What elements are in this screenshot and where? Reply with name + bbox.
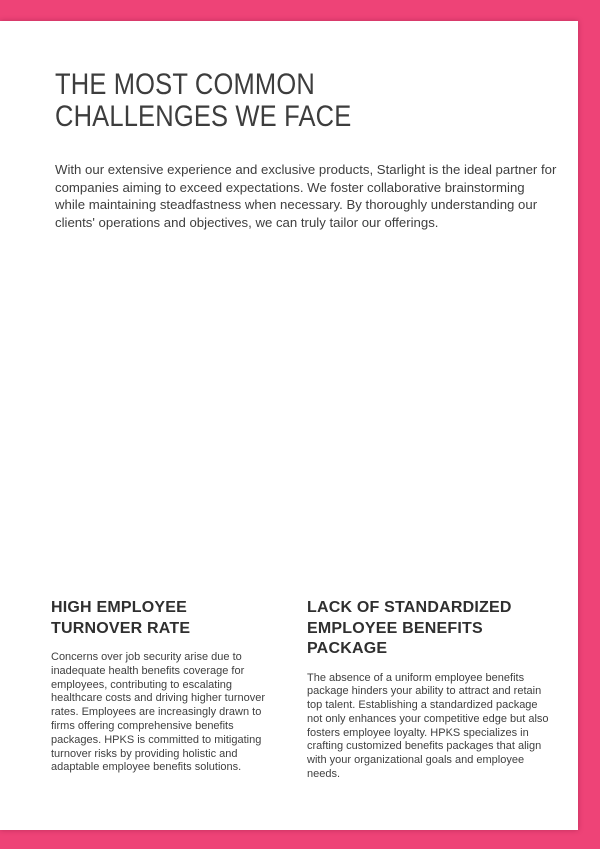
challenge-body-turnover: Concerns over job security arise due to inadequate health benefits coverage for employees, contributing to escalating healthcare costs and driving higher turnover rates. Employees are increasingly drawn to firms offering comprehensive benefits packages. HPKS is committed to mitigating turnover risks by providing holistic and adaptable employee benefits solutions.	[51, 651, 266, 774]
intro-paragraph: With our extensive experience and exclusive products, Starlight is the ideal partner for companies aiming to exceed expectations. We foster collaborative brainstorming while maintaining steadfastness when necessary. By thoroughly understanding our clients' operations and objectives, we can truly tailor our offerings.	[55, 162, 557, 230]
challenge-column-benefits	[307, 598, 549, 782]
challenge-heading-turnover: HIGH EMPLOYEE TURNOVER RATE	[51, 599, 191, 637]
page-title: THE MOST COMMON CHALLENGES WE FACE	[55, 68, 352, 133]
challenge-heading-benefits: LACK OF STANDARDIZED EMPLOYEE BENEFITS PACKAGE	[307, 599, 512, 657]
document-page	[0, 21, 578, 830]
challenges-columns	[51, 598, 549, 782]
challenge-column-turnover	[51, 598, 275, 775]
challenge-body-benefits: The absence of a uniform employee benefits package hinders your ability to attract and retain top talent. Establishing a standardized package not only enhances your competitive edge but also fosters employee loyalty. HPKS specializes in crafting customized benefits packages that align with your organizational goals and employee needs.	[307, 671, 549, 781]
